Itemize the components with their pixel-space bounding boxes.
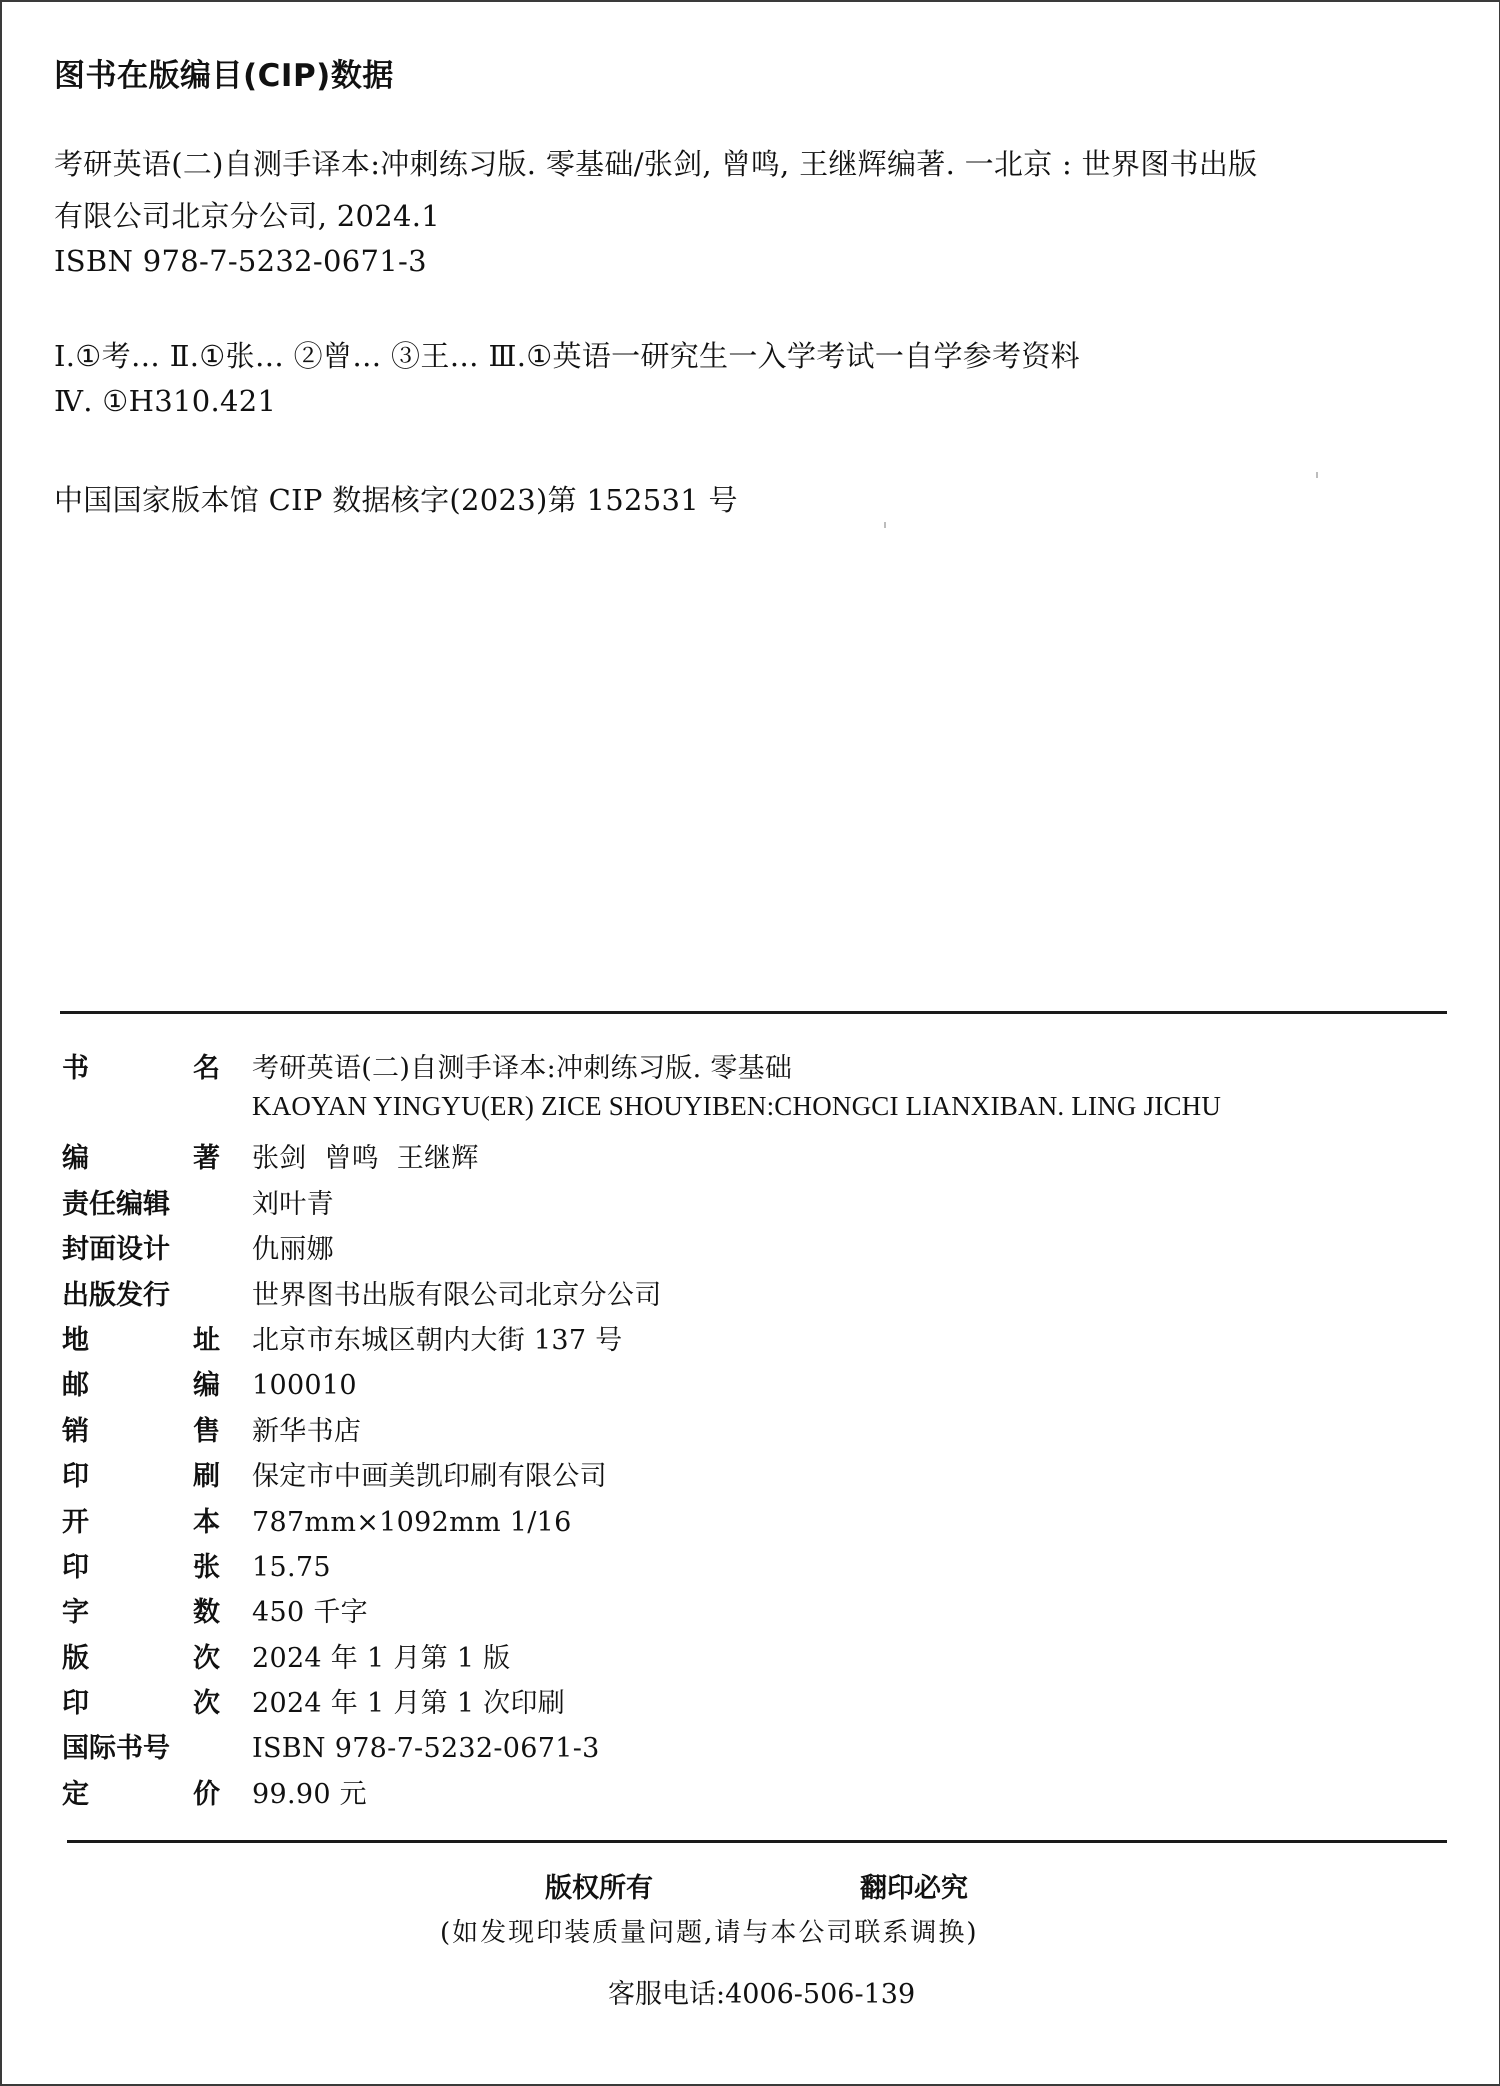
row-value: 2024 年 1 月第 1 次印刷 (252, 1688, 566, 1720)
cip-bibliographic-line-1: 考研英语(二)自测手译本:冲刺练习版. 零基础/张剑, 曾鸣, 王继辉编著. 一北京 : 世界图书出版 (54, 147, 1258, 181)
label-char: 开 (62, 1506, 89, 1538)
row-value: ISBN 978-7-5232-0671-3 (252, 1733, 600, 1765)
row-value: KAOYAN YINGYU(ER) ZICE SHOUYIBEN:CHONGCI LIANXIBAN. LING JICHU (252, 1091, 1222, 1122)
label-char: 著 (193, 1143, 220, 1175)
label-char: 封面设计 (62, 1234, 170, 1266)
label-char: 字 (62, 1597, 89, 1629)
colophon-row-postcode (62, 1363, 1412, 1408)
row-label (62, 1772, 224, 1811)
label-char: 张 (193, 1551, 220, 1583)
row-label (62, 1227, 224, 1266)
label-char: 售 (193, 1415, 220, 1447)
cip-classification-line-2: Ⅳ. ①H310.421 (54, 384, 277, 418)
row-value: 北京市东城区朝内大街 137 号 (252, 1324, 623, 1356)
row-label (62, 1409, 224, 1448)
colophon-row-editor (62, 1182, 1412, 1227)
row-label (62, 1726, 224, 1765)
divider-bottom (67, 1840, 1447, 1843)
label-char: 责任编辑 (62, 1188, 170, 1220)
row-label (62, 1545, 224, 1584)
row-value: 张剑 曾鸣 王继辉 (252, 1143, 479, 1175)
customer-service-phone: 客服电话:4006-506-139 (608, 1979, 916, 2010)
colophon-row-printer (62, 1454, 1412, 1499)
cip-bibliographic-line-2: 有限公司北京分公司, 2024.1 (54, 199, 441, 233)
label-char: 价 (193, 1778, 220, 1810)
row-value: 新华书店 (252, 1415, 362, 1447)
row-value: 787mm×1092mm 1/16 (252, 1506, 572, 1538)
row-label (62, 1318, 224, 1357)
row-label (62, 1273, 224, 1312)
row-value: 世界图书出版有限公司北京分公司 (252, 1279, 662, 1311)
label-char: 国际书号 (62, 1733, 170, 1765)
row-value: 刘叶青 (252, 1188, 334, 1220)
cip-classification-line-1: Ⅰ.①考… Ⅱ.①张… ②曾… ③王… Ⅲ.①英语一研究生一入学考试一自学参考资料 (54, 339, 1080, 373)
label-char: 版 (62, 1642, 89, 1674)
label-char: 书 (62, 1053, 89, 1084)
colophon-row-address (62, 1318, 1412, 1363)
label-char: 出版发行 (62, 1279, 170, 1311)
colophon-row-format (62, 1500, 1412, 1545)
colophon-row-edition (62, 1636, 1412, 1681)
label-char: 邮 (62, 1370, 89, 1402)
colophon-row-price (62, 1772, 1412, 1817)
row-value: 2024 年 1 月第 1 版 (252, 1642, 511, 1674)
colophon-row-publisher (62, 1273, 1412, 1318)
quality-notice: (如发现印装质量问题,请与本公司联系调换) (440, 1918, 979, 1948)
label-char: 印 (62, 1551, 89, 1583)
colophon-row-cover-design (62, 1227, 1412, 1272)
row-label (62, 1454, 224, 1493)
label-char: 本 (193, 1506, 220, 1538)
row-value: 100010 (252, 1370, 357, 1402)
colophon-table (62, 1046, 1412, 1817)
scan-speck (1316, 472, 1318, 478)
label-char: 名 (193, 1053, 220, 1084)
cip-title: 图书在版编目(CIP)数据 (54, 58, 394, 94)
row-label (62, 1500, 224, 1539)
cip-isbn: ISBN 978-7-5232-0671-3 (54, 244, 427, 278)
label-char: 定 (62, 1778, 89, 1810)
row-label (62, 1636, 224, 1675)
row-label (62, 1363, 224, 1402)
colophon-row-title-pinyin (62, 1091, 1412, 1136)
colophon-row-printing (62, 1681, 1412, 1726)
label-char: 刷 (193, 1461, 220, 1493)
divider-top (60, 1011, 1447, 1014)
label-char: 数 (193, 1597, 220, 1629)
label-char: 地 (62, 1324, 89, 1356)
row-label (62, 1046, 224, 1085)
colophon-row-word-count (62, 1590, 1412, 1635)
cip-verification-number: 中国国家版本馆 CIP 数据核字(2023)第 152531 号 (54, 483, 738, 517)
row-label (62, 1681, 224, 1720)
label-char: 印 (62, 1688, 89, 1720)
label-char: 址 (193, 1324, 220, 1356)
row-label (62, 1590, 224, 1629)
row-value: 99.90 元 (252, 1778, 367, 1810)
colophon-row-title (62, 1046, 1412, 1091)
label-char: 印 (62, 1461, 89, 1493)
row-label (62, 1136, 224, 1175)
label-char: 次 (193, 1688, 220, 1720)
piracy-notice: 翻印必究 (860, 1873, 968, 1904)
colophon-row-isbn (62, 1726, 1412, 1771)
copyright-notice: 版权所有 (545, 1873, 653, 1904)
label-char: 销 (62, 1415, 89, 1447)
colophon-row-distributor (62, 1409, 1412, 1454)
colophon-row-authors (62, 1136, 1412, 1181)
colophon-row-printed-sheets (62, 1545, 1412, 1590)
row-value: 保定市中画美凯印刷有限公司 (252, 1461, 607, 1493)
row-value: 450 千字 (252, 1597, 368, 1629)
scan-speck (884, 522, 886, 528)
row-value: 15.75 (252, 1551, 331, 1583)
row-value: 仇丽娜 (252, 1234, 334, 1266)
row-value: 考研英语(二)自测手译本:冲刺练习版. 零基础 (252, 1053, 793, 1084)
label-char: 次 (193, 1642, 220, 1674)
row-label (62, 1182, 224, 1221)
label-char: 编 (62, 1143, 89, 1175)
label-char: 编 (193, 1370, 220, 1402)
